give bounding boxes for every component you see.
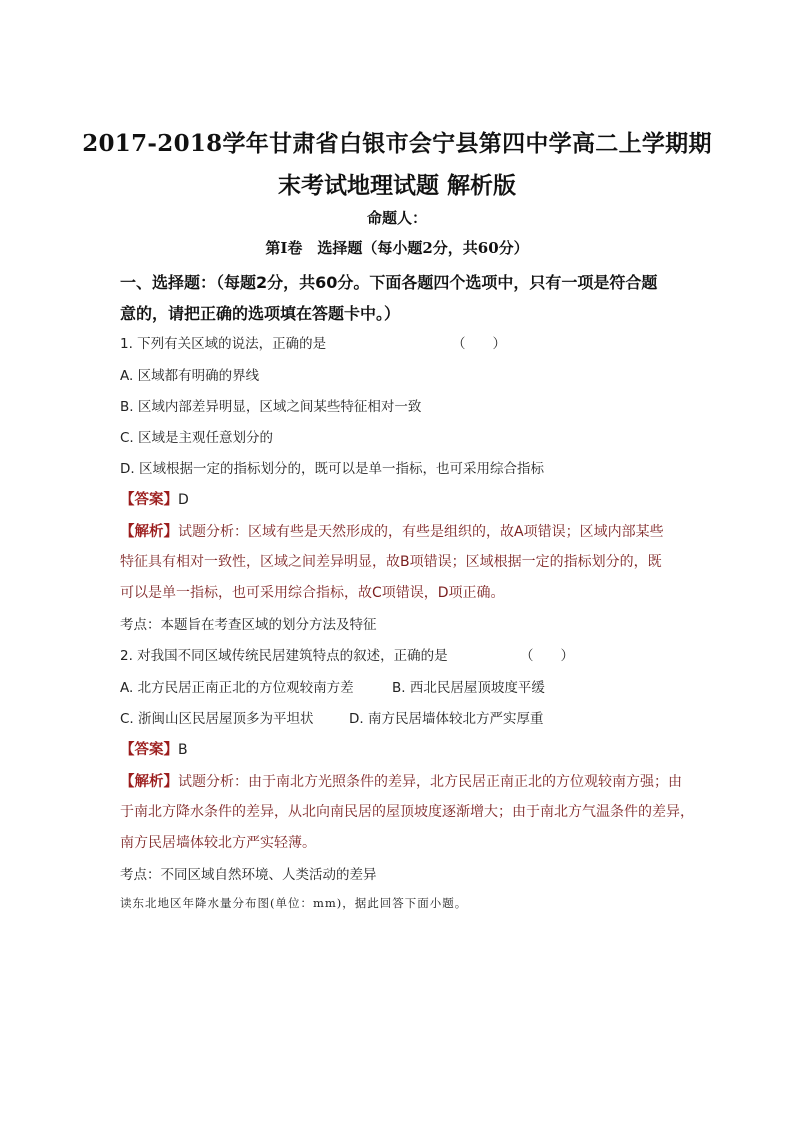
question-2-kaodian: 考点：不同区域自然环境、人类活动的差异 [120,867,377,883]
question-2-option-c: C. 浙闽山区民居屋顶多为平坦状 [120,711,314,727]
question-1-option-d: D. 区域根据一定的指标划分的，既可以是单一指标，也可采用综合指标 [120,461,544,477]
question-2-stem: 2. 对我国不同区域传统民居建筑特点的叙述，正确的是 [120,648,448,664]
question-2-answer-blank: （ ） [520,648,574,664]
question-1-option-a: A. 区域都有明确的界线 [120,368,260,384]
answer-value: B [178,742,188,758]
analysis-text: 试题分析：区域有些是天然形成的，有些是组织的，故A项错误；区域内部某些 [178,524,664,540]
question-2-answer [120,738,188,759]
reading-prompt: 读东北地区年降水量分布图(单位：mm)，据此回答下面小题。 [120,896,468,910]
section-instructions-line-1: 一、选择题：（每题2分，共60分。下面各题四个选项中，只有一项是符合题 [120,273,658,292]
question-1-answer-blank: （ ） [452,336,506,352]
answer-value: D [178,492,189,508]
question-2-analysis-line-2: 于南北方降水条件的差异，从北向南民居的屋顶坡度逐渐增大；由于南北方气温条件的差异， [120,804,694,820]
proposer-label: 命题人： [366,209,427,227]
analysis-tag: 【解析】 [120,774,178,790]
question-1-option-b: B. 区域内部差异明显，区域之间某些特征相对一致 [120,399,422,415]
question-1-option-c: C. 区域是主观任意划分的 [120,430,274,446]
analysis-text: 试题分析：由于南北方光照条件的差异，北方民居正南正北的方位观较南方强；由 [178,774,682,790]
question-1-answer [120,488,189,509]
question-2-option-a: A. 北方民居正南正北的方位观较南方差 [120,680,354,696]
section-title: 第Ⅰ卷 选择题（每小题2分，共60分） [265,239,529,257]
question-1-analysis-line-3: 可以是单一指标，也可采用综合指标，故C项错误，D项正确。 [120,585,505,601]
question-1-analysis-line-2: 特征具有相对一致性，区域之间差异明显，故B项错误；区域根据一定的指标划分的，既 [120,554,662,570]
question-1-stem: 1. 下列有关区域的说法，正确的是 [120,336,327,352]
question-2-analysis-line-3: 南方民居墙体较北方严实轻薄。 [120,835,316,851]
question-1-kaodian: 考点：本题旨在考查区域的划分方法及特征 [120,617,377,633]
question-2-option-b: B. 西北民居屋顶坡度平缓 [392,680,545,696]
question-2-option-d: D. 南方民居墙体较北方严实厚重 [349,711,544,727]
question-2-analysis-line-1 [120,770,682,791]
answer-tag: 【答案】 [120,492,178,508]
answer-tag: 【答案】 [120,742,178,758]
document-title-line-1: 2017-2018学年甘肃省白银市会宁县第四中学高二上学期期 [82,130,712,157]
question-1-analysis-line-1 [120,520,664,541]
document-title-line-2: 末考试地理试题 解析版 [277,172,516,199]
section-instructions-line-2: 意的，请把正确的选项填在答题卡中。） [120,304,401,323]
analysis-tag: 【解析】 [120,524,178,540]
